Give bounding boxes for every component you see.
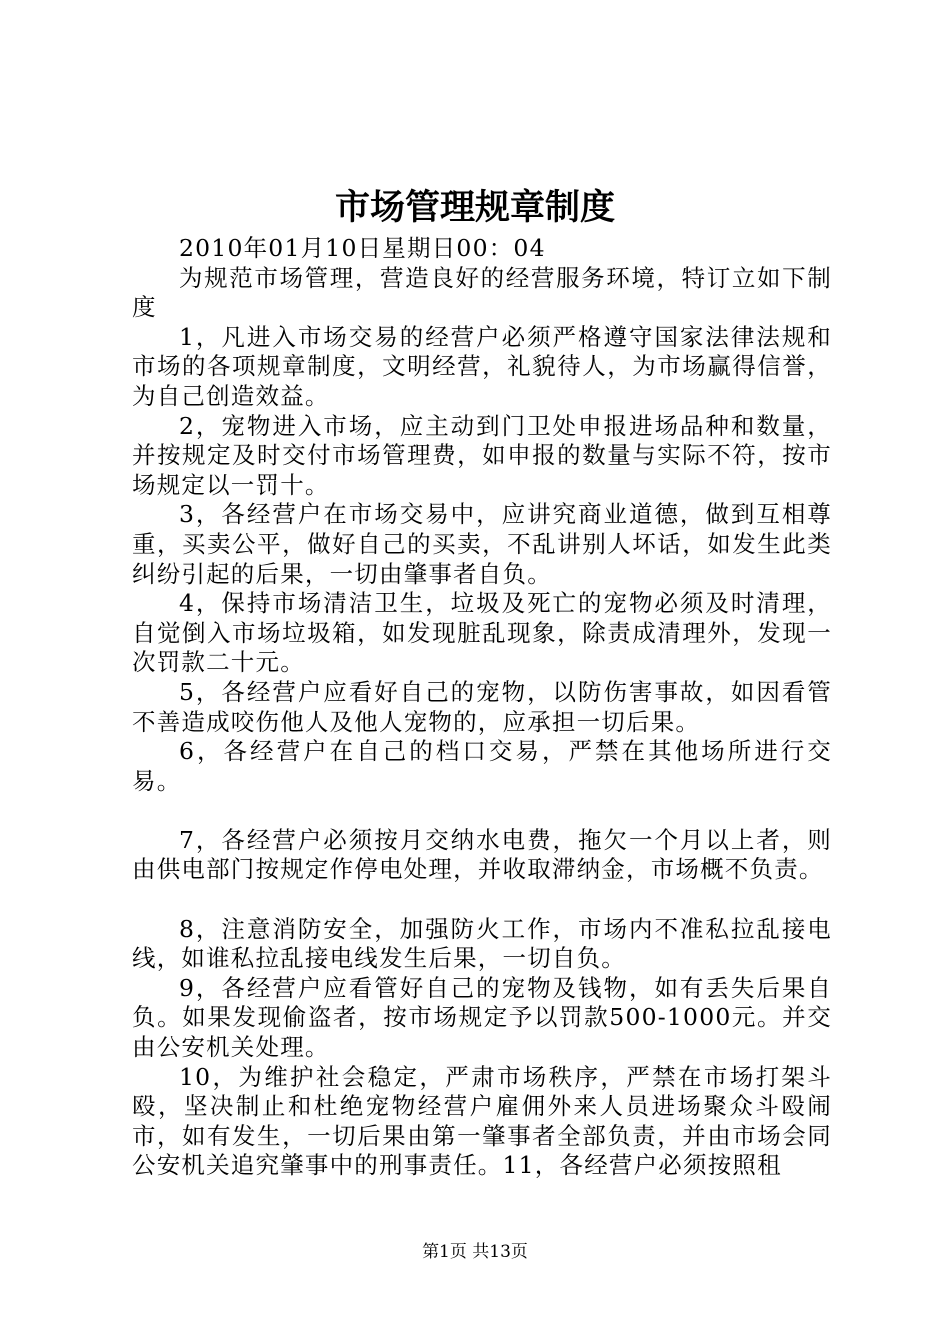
document-date: 2010年01月10日星期日00：04: [179, 234, 546, 262]
rule-paragraph-3: 3，各经营户在市场交易中，应讲究商业道德，做到互相尊重，买卖公平，做好自己的买卖，不乱讲别人坏话，如发生此类纠纷引起的后果，一切由肇事者自负。: [132, 500, 832, 588]
rule-paragraph-6: 6，各经营户在自己的档口交易，严禁在其他场所进行交易。: [132, 737, 832, 795]
paragraph-gap: [132, 885, 832, 915]
rule-paragraph-5: 5，各经营户应看好自己的宠物，以防伤害事故，如因看管不善造成咬伤他人及他人宠物的，应承担一切后果。: [132, 677, 832, 736]
rule-paragraph-10: 10，为维护社会稳定，严肃市场秩序，严禁在市场打架斗殴，坚决制止和杜绝宠物经营户雇佣外来人员进场聚众斗殴闹市，如有发生，一切后果由第一肇事者全部负责，并由市场会同公安机关追究肇事中的刑事责任。11，各经营户必须按照租: [132, 1062, 832, 1180]
document-title: 市场管理规章制度: [334, 187, 615, 228]
rule-paragraph-1: 1，凡进入市场交易的经营户必须严格遵守国家法律法规和市场的各项规章制度，文明经营，礼貌待人，为市场赢得信誉，为自己创造效益。: [132, 322, 832, 410]
rule-paragraph-8: 8，注意消防安全，加强防火工作，市场内不准私拉乱接电线，如谁私拉乱接电线发生后果，一切自负。: [132, 914, 832, 973]
rule-paragraph-2: 2，宠物进入市场，应主动到门卫处申报进场品种和数量，并按规定及时交付市场管理费，如申报的数量与实际不符，按市场规定以一罚十。: [132, 411, 832, 499]
rule-paragraph-7: 7，各经营户必须按月交纳水电费，拖欠一个月以上者，则由供电部门按规定作停电处理，并收取滞纳金，市场概不负责。: [132, 825, 832, 884]
page-footer: 第1页 共13页: [422, 1242, 528, 1262]
intro-paragraph: 为规范市场管理，营造良好的经营服务环境，特订立如下制度: [132, 263, 832, 322]
document-body: [132, 234, 832, 1181]
rule-paragraph-4: 4，保持市场清洁卫生，垃圾及死亡的宠物必须及时清理，自觉倒入市场垃圾箱，如发现脏乱现象，除责成清理外，发现一次罚款二十元。: [132, 589, 832, 677]
rule-paragraph-9: 9，各经营户应看管好自己的宠物及钱物，如有丢失后果自负。如果发现偷盗者，按市场规定予以罚款500-1000元。并交由公安机关处理。: [132, 973, 832, 1062]
paragraph-gap: [132, 796, 832, 826]
